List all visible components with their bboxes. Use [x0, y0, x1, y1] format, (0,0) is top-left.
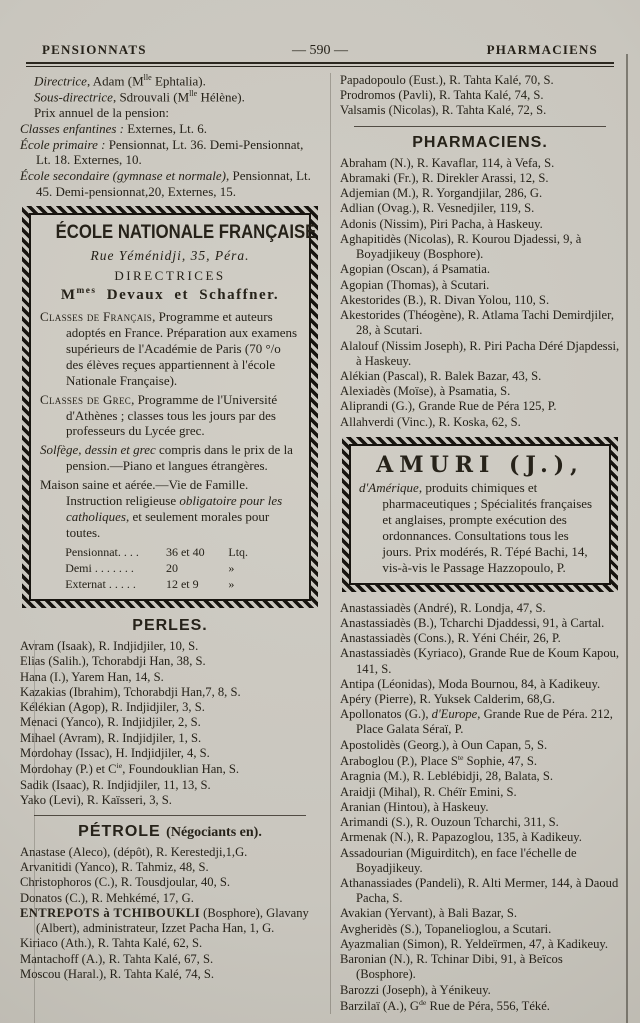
- entry-text: Armenak (N.), R. Papazoglou, 135, à Kadikeuy.: [340, 830, 582, 845]
- petrole-heading-text: PÉTROLE: [78, 822, 161, 840]
- entry-text: Araidji (Mihal), R. Chéïr Emini, S.: [340, 784, 517, 799]
- entry-text: Apostolidès (Georg.), à Oun Capan, 5, S.: [340, 737, 548, 752]
- pharmaciens-entry: [340, 815, 620, 830]
- petrole-entry: [20, 891, 320, 906]
- two-column-layout: [16, 73, 624, 1014]
- entry-text: , Grande Rue de Péra. 212, Place Galata Séraï, P.: [356, 707, 613, 737]
- running-title-right: PHARMACIENS: [486, 42, 598, 57]
- pharmaciens-entry: [340, 800, 620, 815]
- entry-text: lle: [143, 73, 152, 82]
- entry-text: te: [457, 752, 464, 762]
- pharmaciens-entry: [340, 692, 620, 707]
- entry-text: Aghapitidès (Nicolas), R. Kourou Djadessi, 9, à Boyadjikeuy (Bosphore).: [340, 231, 582, 262]
- pensionnats-tail-entry-list: [340, 73, 620, 119]
- entry-text: , produits chimiques et pharmaceutiques ; Spécialités françaises et anglaises, prompte exécution des ordonnances. Consultations tous les jours. Prix modérés, R. Tépé Bachi, 14, vis-à-vis le Passage Hazzopoulo, P.: [382, 479, 593, 576]
- entry-text: ENTREPOTS à TCHIBOUKLI: [20, 905, 201, 920]
- entry-text: Abramaki (Fr.), R. Direkler Arassi, 12, S.: [340, 170, 549, 185]
- entry-text: M: [60, 287, 77, 304]
- scan-edge-artifact-right: [626, 54, 628, 1023]
- left-column: [20, 73, 320, 1014]
- entry-text: , Foundouklian Han, S.: [122, 762, 240, 777]
- entry-text: Aragnia (M.), R. Leblébidji, 28, Balata, S.: [340, 769, 553, 784]
- pharmaciens-section-heading: PHARMACIENS.: [412, 133, 548, 151]
- entry-text: Adlian (Ovag.), R. Vesnedjiler, 119, S.: [340, 201, 535, 216]
- pharmaciens-entry: [340, 922, 620, 937]
- entry-text: Ephtalia).: [151, 73, 206, 89]
- pharmaciens-entry: [340, 278, 620, 293]
- entry-text: 36 et 40: [165, 545, 205, 560]
- entry-text: Sadik (Isaac), R. Indjidjiler, 11, 13, S.: [20, 777, 211, 792]
- entry-text: 12 et 9: [165, 576, 199, 591]
- pensionnat-info-line: [20, 121, 320, 137]
- perles-entry: [20, 654, 320, 669]
- entry-text: Kazakias (Ibrahim), Tchorabdji Han,7, 8, S.: [20, 684, 241, 699]
- pharmaciens-entry: [340, 369, 620, 384]
- entry-text: Pensionnat, Lt. 36. Demi-Pensionnat, Lt. 18. Externes, 10.: [36, 136, 304, 168]
- pensionnats-tail-entry: [340, 88, 620, 103]
- perles-entry: [20, 761, 320, 777]
- pensionnat-info-line: [20, 137, 320, 168]
- entry-text: »: [228, 576, 235, 591]
- entry-text: Baronian (N.), R. Tchinar Dibi, 91, à Beïcos (Bosphore).: [340, 952, 563, 982]
- pharmaciens-entry: [340, 616, 620, 631]
- entry-text: École secondaire (gymnase et normale): [20, 167, 227, 183]
- perles-entry: [20, 639, 320, 654]
- entry-text: Allahverdi (Vinc.), R. Koska, 62, S.: [340, 414, 521, 429]
- entry-text: Arvanitidi (Yanco), R. Tahmiz, 48, S.: [20, 860, 209, 875]
- entry-text: Solfège, dessin et grec: [40, 442, 156, 458]
- entry-text: ie: [116, 761, 123, 771]
- entry-text: Mordohay (P.) et C: [20, 762, 117, 777]
- amuri-ad-body-paragraph: [359, 480, 601, 577]
- pharmaciens-entry: [340, 906, 620, 921]
- entry-text: Rue de Péra, 556, Téké.: [426, 999, 550, 1014]
- entry-text: Anastassiadès (B.), Tcharchi Djaddessi, 91, à Cartal.: [340, 615, 605, 630]
- petrole-entry: [20, 860, 320, 875]
- pensionnat-info-line: [20, 89, 320, 105]
- entry-text: »: [228, 561, 235, 576]
- entry-text: Classes de Grec: [40, 391, 132, 407]
- pharmaciens-entry: [340, 646, 620, 676]
- petrole-heading-suffix: (Négociants en).: [166, 824, 262, 840]
- entry-text: Moscou (Haral.), R. Tahta Kalé, 74, S.: [20, 966, 215, 981]
- entry-text: , Sdrouvali (M: [112, 89, 190, 105]
- entry-text: compris dans le prix de la pension.—Piano et langues étrangères.: [66, 442, 293, 474]
- pensionnat-info-line: [20, 168, 320, 199]
- amuri-ad-body: [359, 480, 601, 577]
- entry-text: Classes de Français: [40, 309, 153, 325]
- pharmaciens-entry: [340, 937, 620, 952]
- pharmaciens-entry: [340, 339, 620, 369]
- entry-text: Abraham (N.), R. Kavaflar, 114, à Vefa, S.: [340, 155, 555, 170]
- running-title-left: PENSIONNATS: [42, 42, 147, 57]
- ecole-ad-subheading: DIRECTRICES: [114, 268, 226, 284]
- entry-text: Kélékian (Agop), R. Indjidjiler, 3, S.: [20, 700, 205, 715]
- petrole-entry: [20, 936, 320, 951]
- ecole-ad-directrices: [40, 286, 300, 304]
- entry-text: Apéry (Pierre), R. Yuksek Calderim, 68,G.: [340, 691, 555, 706]
- pharmaciens-entry: [340, 601, 620, 616]
- ecole-ad-box: [22, 206, 318, 608]
- pharmaciens-entry: [340, 952, 620, 982]
- petrole-entry: [20, 906, 320, 936]
- ecole-ad-price-row: [65, 577, 300, 593]
- entry-text: , Programme de l'Université d'Athènes ; classes tous les jours par des professeurs du Lycée grec.: [66, 391, 278, 439]
- section-divider-rule: [354, 126, 606, 127]
- page-number: — 590 —: [292, 43, 348, 58]
- pharmaciens-entry: [340, 415, 620, 430]
- entry-text: Maison saine et aérée.—Vie de Famille. Instruction religieuse: [40, 477, 249, 508]
- ecole-ad-paragraph: [40, 309, 300, 388]
- perles-entry: [20, 670, 320, 685]
- pharmaciens-entry: [340, 217, 620, 232]
- entry-text: Demi . . . . . . .: [65, 561, 134, 576]
- pharmaciens-entry: [340, 876, 620, 906]
- entry-text: Devaux et Schaffner.: [96, 287, 280, 304]
- entry-text: de: [419, 997, 427, 1007]
- entry-text: Mantachoff (A.), R. Tahta Kalé, 67, S.: [20, 951, 214, 966]
- entry-text: Externes, Lt. 6.: [124, 120, 208, 136]
- pharmaciens-entry: [340, 846, 620, 876]
- amuri-ad-box: [342, 437, 618, 592]
- entry-text: , et seulement morales pour toutes.: [66, 508, 270, 540]
- pharmaciens-entry: [340, 738, 620, 753]
- entry-text: Alalouf (Nissim Joseph), R. Piri Pacha Déré Djapdessi, à Haskeuy.: [340, 338, 620, 368]
- pharmaciens-entry: [340, 186, 620, 201]
- pharmaciens-entry: [340, 677, 620, 692]
- entry-text: Papadopoulo (Eust.), R. Tahta Kalé, 70, S.: [340, 73, 554, 87]
- pharmaciens-entry: [340, 384, 620, 399]
- entry-text: Aliprandi (G.), Grande Rue de Péra 125, P.: [340, 399, 557, 414]
- entry-text: Anastassiadès (Kyriaco), Grande Rue de Koum Kapou, 141, S.: [340, 646, 620, 676]
- entry-text: Mihael (Avram), R. Indjidjiler, 1, S.: [20, 730, 202, 745]
- perles-entry: [20, 685, 320, 700]
- ecole-ad-price-row: [65, 545, 300, 561]
- entry-text: , Pensionnat, Lt. 45. Demi-pensionnat,20, Externes, 15.: [36, 167, 311, 199]
- entry-text: Arimandi (S.), R. Ouzoun Tcharchi, 311, S.: [340, 815, 559, 830]
- entry-text: Barzilaï (A.), G: [340, 999, 420, 1014]
- entry-text: d'Europe: [431, 707, 478, 722]
- entry-text: 20: [165, 561, 178, 576]
- pensionnat-info-line: [20, 73, 320, 89]
- entry-text: Adjemian (M.), R. Yorgandjilar, 286, G.: [340, 186, 543, 201]
- perles-section-heading: PERLES.: [132, 617, 208, 635]
- pharmaciens-entry: [340, 201, 620, 216]
- entry-text: Agopian (Oscan), á Psamatia.: [340, 262, 491, 277]
- section-divider-rule: [34, 815, 306, 816]
- entry-text: Hana (I.), Yarem Han, 14, S.: [20, 669, 164, 684]
- pharmaciens-entry: [340, 156, 620, 171]
- petrole-entry: [20, 952, 320, 967]
- ecole-ad-inner-frame: [29, 213, 317, 601]
- right-column: [330, 73, 620, 1014]
- perles-entry: [20, 778, 320, 793]
- entry-text: Valsamis (Nicolas), R. Tahta Kalé, 72, S.: [340, 103, 547, 118]
- entry-text: Avram (Isaak), R. Indjidjiler, 10, S.: [20, 639, 199, 654]
- header-rule: [26, 62, 614, 67]
- entry-text: Mordohay (Issac), H. Indjidjiler, 4, S.: [20, 745, 210, 760]
- pharmaciens-entry: [340, 753, 620, 769]
- pensionnats-tail-entry: [340, 73, 620, 88]
- pharmaciens-entry: [340, 262, 620, 277]
- entry-text: École primaire :: [20, 136, 106, 152]
- page-header: [42, 42, 598, 59]
- ecole-ad-paragraph: [40, 442, 300, 474]
- entry-text: Externat . . . . .: [65, 576, 136, 591]
- amuri-ad-title: AMURI (J.),: [376, 451, 584, 478]
- entry-text: obligatoire pour les catholiques: [66, 492, 283, 524]
- entry-text: Assadourian (Miguirditch), en face l'échelle de Boyadjikeuy.: [340, 845, 577, 875]
- entry-text: Donatos (C.), R. Mehkémé, 17, G.: [20, 890, 194, 905]
- ecole-ad-price-table: [40, 545, 300, 592]
- pharmaciens-entry: [340, 998, 620, 1014]
- entry-text: , Programme et auteurs adoptés en France. Préparation aux examens supérieurs de l'Académie de Paris (70 °/o des élèves reçues appartiennent à l'école Nationale Française).: [66, 309, 298, 388]
- petrole-entry: [20, 967, 320, 982]
- ecole-ad-paragraphs: [40, 309, 300, 540]
- pensionnats-tail-entry: [340, 103, 620, 118]
- entry-text: Avakian (Yervant), à Bali Bazar, S.: [340, 906, 518, 921]
- entry-text: Anastassiadès (André), R. Londja, 47, S.: [340, 600, 546, 615]
- ecole-ad-address: Rue Yéménidji, 35, Péra.: [90, 248, 250, 264]
- scan-edge-artifact-left: [34, 640, 35, 1023]
- entry-text: Yako (Levi), R. Kaïsseri, 3, S.: [20, 792, 172, 807]
- pharmaciens-entry: [340, 785, 620, 800]
- pharmaciens-entry: [340, 631, 620, 646]
- entry-text: Prodromos (Pavli), R. Tahta Kalé, 74, S.: [340, 88, 544, 103]
- pharmaciens-entry: [340, 399, 620, 414]
- pensionnat-info-line: [20, 105, 320, 121]
- perles-entry: [20, 746, 320, 761]
- ecole-ad-title: ÉCOLE NATIONALE FRANÇAISE: [55, 222, 317, 244]
- pharmaciens-entry: [340, 830, 620, 845]
- perles-entry-list: [20, 639, 320, 808]
- entry-text: Apollonatos (G.),: [340, 707, 432, 722]
- entry-text: Avgheridès (S.), Topanelioglou, a Scutari.: [340, 921, 552, 936]
- perles-entry: [20, 700, 320, 715]
- entry-text: Alexiadès (Moïse), à Psamatia, S.: [340, 384, 511, 399]
- ecole-ad-directrices-line: [40, 286, 300, 304]
- pharmaciens-entry: [340, 769, 620, 784]
- entry-text: Antipa (Léonidas), Moda Bournou, 84, à Kadikeuy.: [340, 676, 601, 691]
- petrole-entry-list: [20, 845, 320, 982]
- amuri-ad-inner-frame: [349, 444, 611, 585]
- entry-text: d'Amérique: [359, 479, 419, 495]
- pharmaciens-entry: [340, 293, 620, 308]
- ecole-ad-paragraph: [40, 477, 300, 540]
- entry-text: Kiriaco (Ath.), R. Tahta Kalé, 62, S.: [20, 936, 203, 951]
- entry-text: Directrice: [34, 73, 87, 89]
- entry-text: (Bosphore), Glavany (Albert), administrateur, Izzet Pacha Han, 1, G.: [36, 905, 309, 936]
- petrole-entry: [20, 875, 320, 890]
- pharmaciens-entry: [340, 707, 620, 737]
- entry-text: Sophie, 47, S.: [463, 754, 538, 769]
- entry-text: Classes enfantines :: [20, 120, 124, 136]
- perles-entry: [20, 731, 320, 746]
- perles-entry: [20, 793, 320, 808]
- ecole-ad-price-row: [65, 561, 300, 577]
- entry-text: Adonis (Nissim), Piri Pacha, à Haskeuy.: [340, 216, 543, 231]
- petrole-section-heading: [20, 823, 320, 841]
- pharmaciens-entry: [340, 983, 620, 998]
- entry-text: Sous-directrice: [34, 89, 113, 105]
- entry-text: mes: [76, 286, 97, 297]
- entry-text: Barozzi (Joseph), à Yénikeuy.: [340, 982, 491, 997]
- entry-text: lle: [189, 89, 198, 99]
- ecole-ad-paragraph: [40, 392, 300, 440]
- entry-text: , Adam (M: [86, 73, 144, 89]
- entry-text: Alékian (Pascal), R. Balek Bazar, 43, S.: [340, 368, 542, 383]
- entry-text: Ayazmalian (Simon), R. Yeldeïrmen, 47, à Kadikeuy.: [340, 936, 609, 951]
- entry-text: Anastassiadès (Cons.), R. Yéni Chéir, 26, P.: [340, 631, 561, 646]
- entry-text: Menaci (Yanco), R. Indjidjiler, 2, S.: [20, 715, 201, 730]
- entry-text: Anastase (Aleco), (dépôt), R. Kerestedji,1,G.: [20, 844, 248, 859]
- entry-text: Aranian (Hintou), à Haskeuy.: [340, 799, 489, 814]
- entry-text: Elias (Salih.), Tchorabdji Han, 38, S.: [20, 654, 206, 669]
- entry-text: Christophoros (C.), R. Tousdjoular, 40, S.: [20, 875, 231, 890]
- entry-text: Ltq.: [228, 545, 249, 560]
- entry-text: Pensionnat. . . .: [65, 545, 139, 560]
- petrole-entry: [20, 845, 320, 860]
- pharmaciens-entry-list-b: [340, 601, 620, 1015]
- entry-text: Akestorides (Théogène), R. Atlama Tachi Demirdjiler, 28, à Scutari.: [340, 308, 614, 338]
- pharmaciens-entry: [340, 171, 620, 186]
- pharmaciens-entry: [340, 308, 620, 338]
- entry-text: Agopian (Thomas), à Scutari.: [340, 277, 490, 292]
- pharmaciens-entry: [340, 232, 620, 262]
- entry-text: Akestorides (B.), R. Divan Yolou, 110, S.: [340, 292, 550, 307]
- entry-text: Athanassiades (Pandeli), R. Alti Mermer, 144, à Daoud Pacha, S.: [340, 875, 619, 906]
- pharmaciens-entry-list-a: [340, 156, 620, 430]
- pensionnat-info-list: [20, 73, 320, 199]
- entry-text: Araboglou (P.), Place S: [340, 754, 458, 769]
- perles-entry: [20, 715, 320, 730]
- entry-text: Hélène).: [197, 89, 245, 105]
- entry-text: Prix annuel de la pension:: [34, 105, 170, 121]
